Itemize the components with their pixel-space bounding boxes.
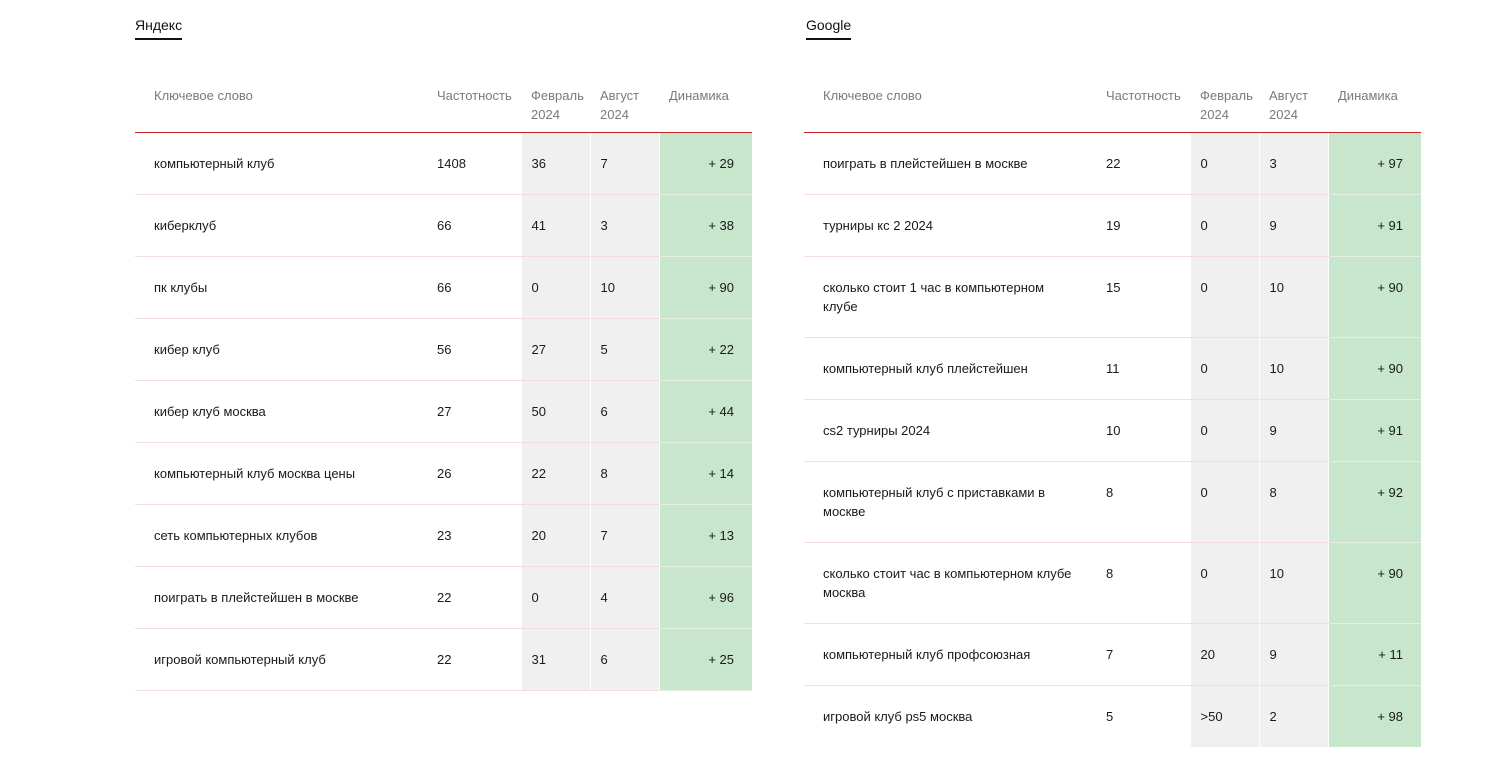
keyword-cell: игровой компьютерный клуб [135,628,427,690]
february-value-cell: 0 [1190,542,1259,623]
google-tab[interactable]: Google [806,17,851,40]
google-panel [804,0,1422,747]
keyword-cell: кибер клуб москва [135,380,427,442]
header-keyword[interactable]: Ключевое слово [135,86,427,132]
keyword-cell: cs2 турниры 2024 [804,399,1096,461]
august-value-cell: 6 [590,628,659,690]
table-row [804,337,1421,399]
dynamics-cell: + 38 [659,194,752,256]
february-value-cell: 31 [521,628,590,690]
february-value-cell: 0 [1190,337,1259,399]
august-value-cell: 7 [590,504,659,566]
august-value-cell: 7 [590,132,659,194]
frequency-cell: 15 [1096,256,1190,337]
frequency-cell: 8 [1096,461,1190,542]
header-august-2024[interactable]: Август 2024 [590,86,659,132]
table-row [804,461,1421,542]
table-row [804,194,1421,256]
table-row [135,566,752,628]
table-header-row [135,86,752,132]
table-row [135,318,752,380]
header-february-2024[interactable]: Февраль 2024 [1190,86,1259,132]
february-value-cell: 0 [1190,461,1259,542]
frequency-cell: 8 [1096,542,1190,623]
august-value-cell: 4 [590,566,659,628]
february-value-cell: 20 [1190,623,1259,685]
header-dynamics[interactable]: Динамика [1328,86,1421,132]
august-value-cell: 8 [1259,461,1328,542]
august-value-cell: 2 [1259,685,1328,747]
february-value-cell: 36 [521,132,590,194]
keyword-cell: игровой клуб ps5 москва [823,708,973,724]
table-row [135,132,752,194]
dynamics-cell: + 22 [659,318,752,380]
table-row [135,194,752,256]
february-value-cell: 0 [521,566,590,628]
dynamics-cell: + 90 [659,256,752,318]
yandex-panel [135,0,753,691]
table-header-row [804,86,1421,132]
february-value-cell: 22 [521,442,590,504]
header-august-2024[interactable]: Август 2024 [1259,86,1328,132]
keyword-cell: сколько стоит час в компьютерном клубе москва [804,542,1096,623]
keyword-cell: поиграть в плейстейшен в москве [135,566,427,628]
header-frequency[interactable]: Частотность [427,86,521,132]
dynamics-cell: + 13 [659,504,752,566]
keyword-cell: компьютерный клуб плейстейшен [804,337,1096,399]
frequency-cell: 19 [1096,194,1190,256]
february-value-cell: 0 [1190,256,1259,337]
table-row [135,504,752,566]
frequency-cell: 11 [1096,337,1190,399]
yandex-tab[interactable]: Яндекс [135,17,182,40]
dynamics-cell: + 98 [1328,685,1421,747]
keyword-cell: киберклуб [135,194,427,256]
table-row [135,256,752,318]
header-dynamics[interactable]: Динамика [659,86,752,132]
header-february-2024[interactable]: Февраль 2024 [521,86,590,132]
dynamics-cell: + 90 [1328,256,1421,337]
august-value-cell: 3 [590,194,659,256]
dynamics-cell: + 92 [1328,461,1421,542]
frequency-cell: 23 [427,504,521,566]
table-row [804,132,1421,194]
august-value-cell: 5 [590,318,659,380]
frequency-cell: 27 [427,380,521,442]
february-value-cell: 0 [1190,399,1259,461]
table-row [804,685,1421,747]
dynamics-cell: + 91 [1328,399,1421,461]
frequency-cell: 22 [1096,132,1190,194]
header-keyword[interactable]: Ключевое слово [804,86,1096,132]
august-value-cell: 10 [590,256,659,318]
february-value-cell: 41 [521,194,590,256]
frequency-cell: 56 [427,318,521,380]
dynamics-cell: + 91 [1328,194,1421,256]
frequency-cell: 22 [427,566,521,628]
february-value-cell: 20 [521,504,590,566]
frequency-cell: 66 [427,194,521,256]
february-value-cell: 0 [1190,132,1259,194]
frequency-cell: 26 [427,442,521,504]
keyword-cell: компьютерный клуб с приставками в москве [804,461,1096,542]
february-value-cell: 27 [521,318,590,380]
table-row [135,628,752,690]
keyword-cell: турниры кс 2 2024 [804,194,1096,256]
dynamics-cell: + 90 [1328,542,1421,623]
google-keywords-table [804,86,1421,747]
table-row [804,256,1421,337]
table-row [804,542,1421,623]
yandex-keywords-table [135,86,752,691]
keyword-cell: компьютерный клуб москва цены [135,442,427,504]
table-row [135,442,752,504]
february-value-cell: 0 [521,256,590,318]
table-row [135,380,752,442]
keyword-cell: компьютерный клуб [135,132,427,194]
august-value-cell: 8 [590,442,659,504]
dynamics-cell: + 29 [659,132,752,194]
keyword-cell: сколько стоит 1 час в компьютерном клубе [804,256,1096,337]
dynamics-cell: + 97 [1328,132,1421,194]
dynamics-cell: + 90 [1328,337,1421,399]
frequency-cell: 10 [1096,399,1190,461]
frequency-cell: 5 [1106,708,1114,724]
keyword-cell: пк клубы [135,256,427,318]
dynamics-cell: + 25 [659,628,752,690]
august-value-cell: 9 [1259,399,1328,461]
dynamics-cell: + 11 [1328,623,1421,685]
header-frequency[interactable]: Частотность [1096,86,1190,132]
august-value-cell: 10 [1259,256,1328,337]
august-value-cell: 6 [590,380,659,442]
keyword-cell: кибер клуб [135,318,427,380]
august-value-cell: 3 [1259,132,1328,194]
table-row [804,623,1421,685]
february-value-cell: >50 [1190,685,1259,747]
dynamics-cell: + 44 [659,380,752,442]
frequency-cell: 22 [427,628,521,690]
keyword-cell: сеть компьютерных клубов [135,504,427,566]
frequency-cell: 7 [1096,623,1190,685]
february-value-cell: 50 [521,380,590,442]
february-value-cell: 0 [1190,194,1259,256]
august-value-cell: 10 [1259,542,1328,623]
august-value-cell: 10 [1259,337,1328,399]
august-value-cell: 9 [1259,194,1328,256]
dynamics-cell: + 14 [659,442,752,504]
dynamics-cell: + 96 [659,566,752,628]
frequency-cell: 1408 [427,132,521,194]
table-row [804,399,1421,461]
august-value-cell: 9 [1259,623,1328,685]
keyword-cell: компьютерный клуб профсоюзная [804,623,1096,685]
frequency-cell: 66 [427,256,521,318]
keyword-cell: поиграть в плейстейшен в москве [804,132,1096,194]
